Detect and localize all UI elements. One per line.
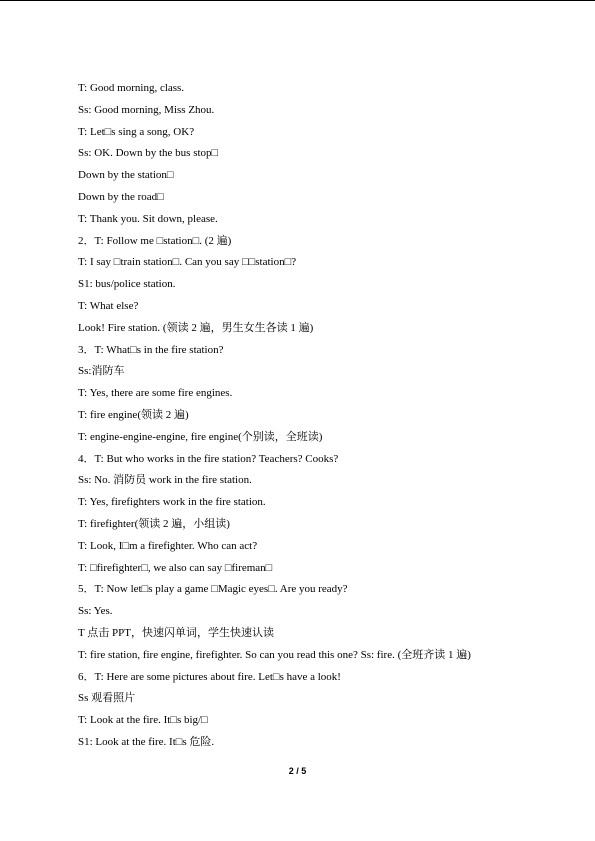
document-body	[78, 78, 548, 754]
text-line: Look! Fire station. (领读 2 遍，男生女生各读 1 遍)	[78, 321, 314, 334]
text-line: 6．T: Here are some pictures about fire. Let□s have a look!	[78, 670, 341, 683]
text-line: Ss: OK. Down by the bus stop□	[78, 147, 219, 160]
text-line: T: fire station, fire engine, firefighter. So can you read this one? Ss: fire. (全班齐读 1 遍)	[78, 648, 471, 661]
text-line: Ss: Yes.	[78, 605, 113, 618]
text-line: S1: Look at the fire. It□s 危险.	[78, 735, 215, 748]
text-line: T 点击 PPT，快速闪单词，学生快速认读	[78, 626, 274, 639]
text-line: T: Look at the fire. It□s big/□	[78, 714, 208, 727]
text-line: T: Look, I□m a firefighter. Who can act?	[78, 539, 258, 552]
text-line: T: Thank you. Sit down, please.	[78, 212, 218, 225]
text-line: T: Yes, firefighters work in the fire station.	[78, 496, 266, 509]
page-number: 2 / 5	[288, 766, 307, 776]
text-line: 5．T: Now let□s play a game □Magic eyes□. Are you ready?	[78, 583, 348, 596]
text-line: 4．T: But who works in the fire station? Teachers? Cooks?	[78, 452, 339, 465]
text-line: T: engine-engine-engine, fire engine(个别读，全班读)	[78, 430, 323, 443]
text-line: 2．T: Follow me □station□. (2 遍)	[78, 234, 232, 247]
text-line: 3．T: What□s in the fire station?	[78, 343, 224, 356]
text-line: Ss: No. 消防员 work in the fire station.	[78, 474, 252, 487]
text-line: T: firefighter(领读 2 遍，小组读)	[78, 517, 230, 530]
text-line: T: Good morning, class.	[78, 82, 185, 94]
text-line: Down by the station□	[78, 169, 174, 182]
text-line: T: fire engine(领读 2 遍)	[78, 408, 189, 421]
text-line: T: □firefighter□, we also can say □fireman□	[78, 561, 273, 574]
text-line: T: What else?	[78, 299, 139, 312]
text-line: T: I say □train station□. Can you say □□station□?	[78, 256, 297, 269]
top-border-line	[0, 0, 595, 1]
text-line: T: Yes, there are some fire engines.	[78, 387, 233, 400]
text-line: S1: bus/police station.	[78, 278, 176, 291]
text-line: Down by the road□	[78, 190, 164, 203]
text-line: Ss 观看照片	[78, 692, 136, 705]
text-line: Ss:消防车	[78, 365, 125, 378]
text-line: T: Let□s sing a song, OK?	[78, 125, 195, 138]
text-line: Ss: Good morning, Miss Zhou.	[78, 103, 215, 116]
